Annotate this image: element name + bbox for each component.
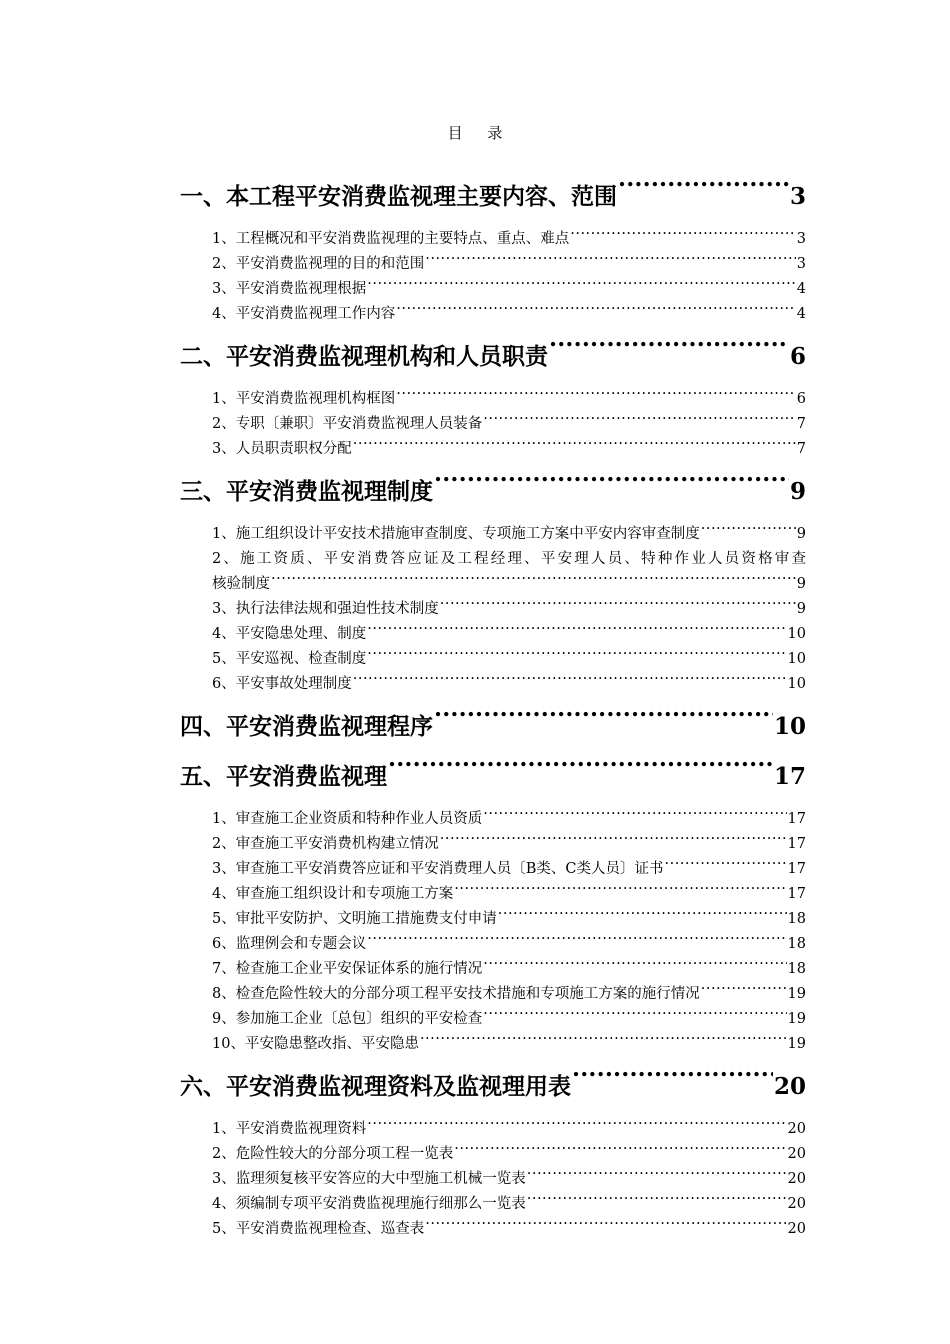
toc-item-page-number: 20: [787, 1121, 806, 1137]
dot-leader: [440, 834, 787, 849]
dot-leader: [527, 1169, 787, 1184]
dot-leader: [527, 1194, 787, 1209]
toc-section-title: 六、平安消费监视理资料及监视理用表: [180, 1073, 571, 1100]
dot-leader: [425, 1219, 786, 1234]
toc-item-page-number: 19: [787, 1036, 806, 1052]
toc-item-entry[interactable]: [180, 807, 806, 832]
toc-item-page-number: 20: [787, 1196, 806, 1212]
toc-item-title: 3、审查施工平安消费答应证和平安消费理人员〔B类、C类人员〕证书: [212, 861, 664, 877]
toc-item-entry[interactable]: [180, 597, 806, 622]
toc-item-page-number: 18: [787, 911, 806, 927]
toc-item-entry[interactable]: [180, 647, 806, 672]
dot-leader: [618, 181, 789, 204]
toc-item-title: 3、平安消费监视理根据: [212, 281, 367, 297]
toc-item-entry[interactable]: [180, 1007, 806, 1032]
toc-item-page-number: 7: [796, 416, 806, 432]
dot-leader: [367, 1119, 786, 1134]
dot-leader: [570, 229, 796, 244]
dot-leader: [271, 574, 796, 589]
dot-leader: [440, 599, 796, 614]
toc-item-title: 4、平安消费监视理工作内容: [212, 306, 396, 322]
toc-item-page-number: 3: [796, 231, 806, 247]
toc-item-title: 5、平安巡视、检查制度: [212, 651, 367, 667]
toc-item-title: 1、施工组织设计平安技术措施审查制度、专项施工方案中平安内容审查制度: [212, 526, 700, 542]
toc-section-entry[interactable]: [180, 467, 806, 517]
toc-item-entry[interactable]: [180, 907, 806, 932]
toc-item-title: 9、参加施工企业〔总包〕组织的平安检查: [212, 1011, 483, 1027]
toc-item-title: 3、人员职责职权分配: [212, 441, 352, 457]
toc-item-page-number: 19: [787, 986, 806, 1002]
toc-item-entry[interactable]: [180, 957, 806, 982]
dot-leader: [353, 674, 787, 689]
dot-leader: [498, 909, 787, 924]
toc-item-entry[interactable]: [180, 1032, 806, 1057]
toc-item-entry[interactable]: [180, 547, 806, 572]
toc-item-entry[interactable]: [180, 1167, 806, 1192]
toc-item-page-number: 4: [796, 281, 806, 297]
toc-item-title: 6、监理例会和专题会议: [212, 936, 367, 952]
toc-item-entry[interactable]: [180, 252, 806, 277]
toc-item-page-number: 9: [796, 601, 806, 617]
toc-item-page-number: 9: [796, 576, 806, 592]
toc-item-page-number: 6: [796, 391, 806, 407]
toc-section-page-number: 6: [789, 343, 806, 370]
toc-section-entry[interactable]: [180, 1062, 806, 1112]
toc-item-entry[interactable]: [180, 982, 806, 1007]
toc-item-page-number: 20: [787, 1146, 806, 1162]
toc-item-title: 3、监理须复核平安答应的大中型施工机械一览表: [212, 1171, 526, 1187]
toc-item-title-continued: 核验制度: [212, 576, 270, 592]
toc-item-entry[interactable]: [180, 387, 806, 412]
toc-section-page-number: 17: [773, 763, 806, 790]
toc-item-page-number: 17: [787, 811, 806, 827]
toc-item-entry[interactable]: [180, 857, 806, 882]
dot-leader: [396, 304, 796, 319]
toc-item-title: 6、平安事故处理制度: [212, 676, 352, 692]
toc-item-title: 8、检查危险性较大的分部分项工程平安技术措施和专项施工方案的施行情况: [212, 986, 700, 1002]
toc-item-title: 4、须编制专项平安消费监视理施行细那么一览表: [212, 1196, 526, 1212]
toc-item-page-number: 20: [787, 1171, 806, 1187]
toc-item-title: 4、平安隐患处理、制度: [212, 626, 367, 642]
toc-item-page-number: 3: [796, 256, 806, 272]
toc-section-page-number: 9: [789, 478, 806, 505]
toc-item-title: 2、审查施工平安消费机构建立情况: [212, 836, 439, 852]
toc-item-title: 1、平安消费监视理机构框图: [212, 391, 396, 407]
toc-section-title: 二、平安消费监视理机构和人员职责: [180, 343, 548, 370]
toc-item-title: 1、平安消费监视理资料: [212, 1121, 367, 1137]
toc-item-title: 1、工程概况和平安消费监视理的主要特点、重点、难点: [212, 231, 570, 247]
toc-section-title: 五、平安消费监视理: [180, 763, 387, 790]
toc-item-entry[interactable]: [180, 832, 806, 857]
toc-item-title: 2、平安消费监视理的目的和范围: [212, 256, 425, 272]
dot-leader: [388, 761, 773, 784]
toc-item-page-number: 9: [796, 526, 806, 542]
toc-item-page-number: 4: [796, 306, 806, 322]
dot-leader: [367, 649, 786, 664]
toc-item-page-number: 17: [787, 836, 806, 852]
dot-leader: [425, 254, 796, 269]
dot-leader: [664, 859, 786, 874]
toc-section-title: 三、平安消费监视理制度: [180, 478, 433, 505]
toc-item-entry-continued[interactable]: [180, 572, 806, 597]
dot-leader: [483, 1009, 786, 1024]
dot-leader: [434, 476, 789, 499]
toc-item-entry[interactable]: [180, 1117, 806, 1142]
toc-item-title: 3、执行法律法规和强迫性技术制度: [212, 601, 439, 617]
dot-leader: [701, 984, 787, 999]
toc-item-title: 5、审批平安防护、文明施工措施费支付申请: [212, 911, 497, 927]
toc-item-entry[interactable]: [180, 227, 806, 252]
toc-item-page-number: 18: [787, 961, 806, 977]
dot-leader: [549, 341, 789, 364]
toc-item-title: 4、审查施工组织设计和专项施工方案: [212, 886, 454, 902]
toc-item-page-number: 19: [787, 1011, 806, 1027]
dot-leader: [353, 439, 796, 454]
toc-item-title: 1、审查施工企业资质和特种作业人员资质: [212, 811, 483, 827]
toc-item-entry[interactable]: [180, 1217, 806, 1242]
toc-item-title: 5、平安消费监视理检查、巡查表: [212, 1221, 425, 1237]
table-of-contents: [180, 172, 806, 1242]
toc-item-page-number: 10: [787, 626, 806, 642]
toc-section-entry[interactable]: [180, 752, 806, 802]
toc-section-page-number: 3: [789, 183, 806, 210]
dot-leader: [454, 1144, 786, 1159]
toc-section-page-number: 10: [773, 713, 806, 740]
toc-item-entry[interactable]: [180, 672, 806, 697]
dot-leader: [483, 414, 796, 429]
toc-item-page-number: 17: [787, 861, 806, 877]
toc-item-page-number: 20: [787, 1221, 806, 1237]
dot-leader: [396, 389, 796, 404]
dot-leader: [483, 809, 786, 824]
toc-item-entry[interactable]: [180, 522, 806, 547]
toc-item-entry[interactable]: [180, 1142, 806, 1167]
toc-item-entry[interactable]: [180, 277, 806, 302]
toc-item-page-number: 10: [787, 651, 806, 667]
toc-item-entry[interactable]: [180, 302, 806, 327]
toc-item-entry[interactable]: [180, 412, 806, 437]
toc-section-entry[interactable]: [180, 172, 806, 222]
toc-item-entry[interactable]: [180, 437, 806, 462]
toc-section-entry[interactable]: [180, 702, 806, 752]
toc-item-page-number: 18: [787, 936, 806, 952]
toc-title: 目 录: [447, 124, 513, 142]
toc-section-page-number: 20: [773, 1073, 806, 1100]
dot-leader: [420, 1034, 787, 1049]
toc-item-title: 2、专职〔兼职〕平安消费监视理人员装备: [212, 416, 483, 432]
dot-leader: [367, 934, 786, 949]
toc-item-entry[interactable]: [180, 622, 806, 647]
toc-item-entry[interactable]: [180, 932, 806, 957]
toc-item-page-number: 10: [787, 676, 806, 692]
dot-leader: [454, 884, 786, 899]
toc-item-page-number: 17: [787, 886, 806, 902]
toc-item-page-number: 7: [796, 441, 806, 457]
toc-item-title: 10、平安隐患整改指、平安隐患: [212, 1036, 419, 1052]
dot-leader: [367, 624, 786, 639]
dot-leader: [434, 711, 773, 734]
toc-item-entry[interactable]: [180, 882, 806, 907]
toc-section-title: 四、平安消费监视理程序: [180, 713, 433, 740]
toc-section-title: 一、本工程平安消费监视理主要内容、范围: [180, 183, 617, 210]
dot-leader: [572, 1071, 773, 1094]
toc-section-entry[interactable]: [180, 332, 806, 382]
dot-leader: [367, 279, 796, 294]
toc-item-entry[interactable]: [180, 1192, 806, 1217]
toc-item-title: 2、施工资质、平安消费答应证及工程经理、平安理人员、特种作业人员资格审查: [212, 551, 806, 567]
toc-item-title: 2、危险性较大的分部分项工程一览表: [212, 1146, 454, 1162]
dot-leader: [483, 959, 786, 974]
toc-item-title: 7、检查施工企业平安保证体系的施行情况: [212, 961, 483, 977]
dot-leader: [701, 524, 796, 539]
